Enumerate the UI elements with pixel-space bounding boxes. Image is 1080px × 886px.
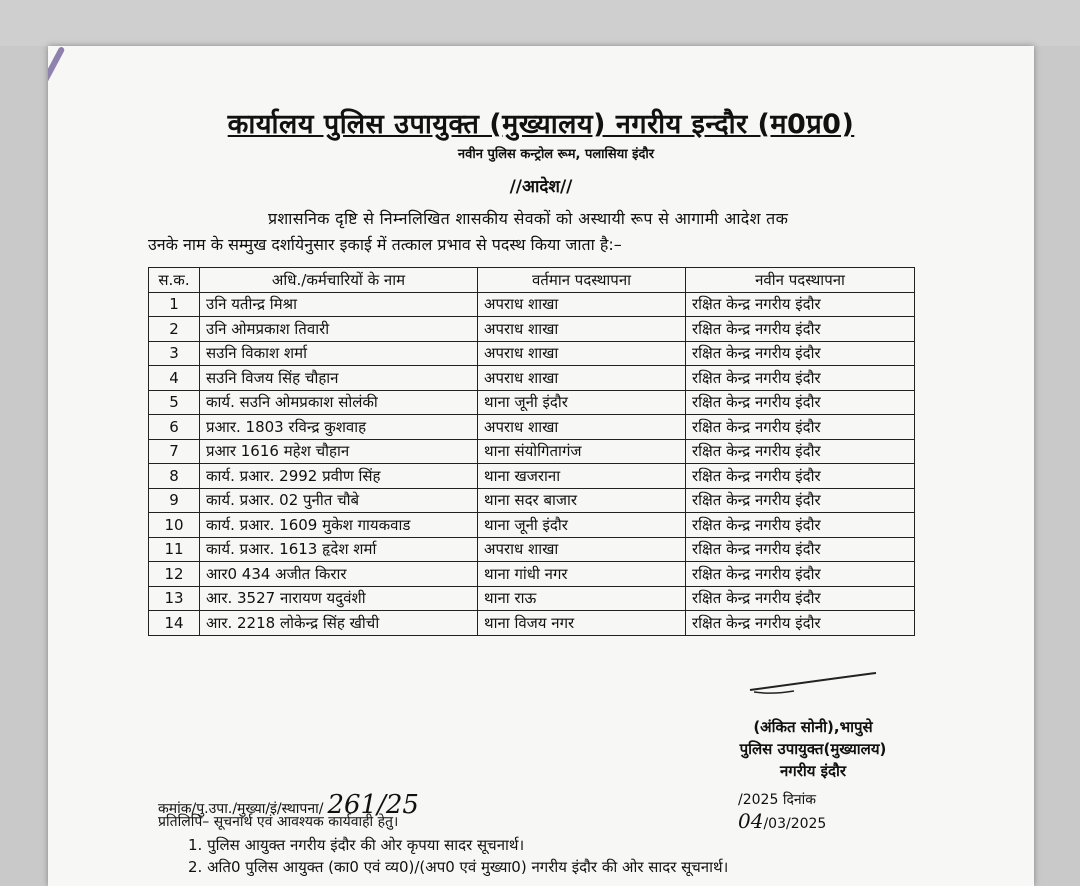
table-row [149, 366, 915, 391]
cell-new: रक्षित केन्द्र नगरीय इंदौर [686, 415, 915, 440]
cell-new: रक्षित केन्द्र नगरीय इंदौर [686, 366, 915, 391]
header-new-posting: नवीन पदस्थापना [686, 268, 915, 293]
cell-name: सउनि विकाश शर्मा [200, 341, 478, 366]
postings-table [148, 267, 915, 636]
cell-new: रक्षित केन्द्र नगरीय इंदौर [686, 341, 915, 366]
cell-new: रक्षित केन्द्र नगरीय इंदौर [686, 611, 915, 636]
cell-name: आर. 2218 लोकेन्द्र सिंह खीची [200, 611, 478, 636]
reference-handwritten-number: 261/25 [327, 790, 419, 820]
office-title: कार्यालय पुलिस उपायुक्त (मुख्यालय) नगरीय इन्दौर (म0प्र0) [227, 109, 855, 140]
table-row [149, 562, 915, 587]
cell-serial: 12 [149, 562, 200, 587]
cell-current: अपराध शाखा [478, 292, 686, 317]
cell-name: उनि यतीन्द्र मिश्रा [200, 292, 478, 317]
cell-name: आर. 3527 नारायण यदुवंशी [200, 586, 478, 611]
cell-new: रक्षित केन्द्र नगरीय इंदौर [686, 464, 915, 489]
cell-serial: 7 [149, 439, 200, 464]
cell-name: कार्य. प्रआर. 1609 मुकेश गायकवाड [200, 513, 478, 538]
cell-name: आर0 434 अजीत किरार [200, 562, 478, 587]
cell-current: अपराध शाखा [478, 415, 686, 440]
reference-prefix: कमांक/पु.उपा./मुख्या/इं/स्थापना/ [158, 801, 324, 817]
cell-current: थाना जूनी इंदौर [478, 390, 686, 415]
cell-serial: 11 [149, 537, 200, 562]
cell-name: प्रआर 1616 महेश चौहान [200, 439, 478, 464]
cell-name: कार्य. सउनि ओमप्रकाश सोलंकी [200, 390, 478, 415]
cell-name: कार्य. प्रआर. 2992 प्रवीण सिंह [200, 464, 478, 489]
cell-serial: 5 [149, 390, 200, 415]
order-line-2: उनके नाम के सम्मुख दर्शायेनुसार इकाई में तत्काल प्रभाव से पदस्थ किया जाता है:– [148, 235, 622, 254]
table-row [149, 317, 915, 342]
header-current-posting: वर्तमान पदस्थापना [478, 268, 686, 293]
cell-serial: 8 [149, 464, 200, 489]
table-row [149, 439, 915, 464]
cell-current: थाना राऊ [478, 586, 686, 611]
cell-new: रक्षित केन्द्र नगरीय इंदौर [686, 292, 915, 317]
cell-serial: 13 [149, 586, 200, 611]
signature-block [698, 716, 928, 782]
date-day-handwritten: 04 [738, 809, 764, 833]
table-row [149, 537, 915, 562]
cell-name: उनि ओमप्रकाश तिवारी [200, 317, 478, 342]
table-row [149, 464, 915, 489]
table-row [149, 341, 915, 366]
cell-serial: 10 [149, 513, 200, 538]
table-row [149, 488, 915, 513]
pen-mark [48, 46, 65, 278]
cell-serial: 6 [149, 415, 200, 440]
order-paragraph [148, 206, 928, 258]
cell-name: सउनि विजय सिंह चौहान [200, 366, 478, 391]
header-name: अधि./कर्मचारियों के नाम [200, 268, 478, 293]
date-rest: /03/2025 [763, 816, 827, 832]
date-label: दिनांक [782, 792, 817, 808]
table-header-row [149, 268, 915, 293]
cell-serial: 1 [149, 292, 200, 317]
reference-year: /2025 [738, 792, 779, 808]
office-address: नवीन पुलिस कन्ट्रोल रूम, पलासिया इंदौर [457, 147, 655, 162]
cell-serial: 9 [149, 488, 200, 513]
cell-new: रक्षित केन्द्र नगरीय इंदौर [686, 586, 915, 611]
table-row [149, 611, 915, 636]
cell-serial: 2 [149, 317, 200, 342]
cell-current: थाना सदर बाजार [478, 488, 686, 513]
cell-new: रक्षित केन्द्र नगरीय इंदौर [686, 537, 915, 562]
cell-new: रक्षित केन्द्र नगरीय इंदौर [686, 317, 915, 342]
cell-current: अपराध शाखा [478, 341, 686, 366]
header-serial: स.क. [149, 268, 200, 293]
copy-to-label: प्रतिलिपि– सूचनार्थ एवं आवश्यक कार्यवाही हेतु। [158, 814, 399, 830]
cell-current: थाना गांधी नगर [478, 562, 686, 587]
cell-current: थाना जूनी इंदौर [478, 513, 686, 538]
cell-name: प्रआर. 1803 रविन्द्र कुशवाह [200, 415, 478, 440]
cell-current: अपराध शाखा [478, 537, 686, 562]
signatory-designation: पुलिस उपायुक्त(मुख्यालय) [739, 740, 887, 758]
cell-current: थाना खजराना [478, 464, 686, 489]
table-row [149, 586, 915, 611]
cell-serial: 14 [149, 611, 200, 636]
photo-background [0, 0, 1080, 46]
cell-name: कार्य. प्रआर. 1613 हृदेश शर्मा [200, 537, 478, 562]
document-page [48, 46, 1034, 886]
cell-new: रक्षित केन्द्र नगरीय इंदौर [686, 513, 915, 538]
table-row [149, 390, 915, 415]
cell-new: रक्षित केन्द्र नगरीय इंदौर [686, 562, 915, 587]
order-heading: //आदेश// [509, 177, 573, 197]
cell-current: अपराध शाखा [478, 366, 686, 391]
cell-new: रक्षित केन्द्र नगरीय इंदौर [686, 390, 915, 415]
table-row [149, 513, 915, 538]
copy-to-list [188, 834, 728, 878]
table-row [149, 292, 915, 317]
order-line-1: प्रशासनिक दृष्टि से निम्नलिखित शासकीय सेवकों को अस्थायी रूप से आगामी आदेश तक [268, 209, 789, 228]
signature-scribble [748, 672, 878, 696]
cell-serial: 4 [149, 366, 200, 391]
cell-name: कार्य. प्रआर. 02 पुनीत चौबे [200, 488, 478, 513]
cell-current: थाना विजय नगर [478, 611, 686, 636]
signatory-location: नगरीय इंदौर [779, 762, 847, 780]
cell-serial: 3 [149, 341, 200, 366]
cell-current: थाना संयोगितागंज [478, 439, 686, 464]
signatory-name: (अंकित सोनी),भापुसे [753, 718, 873, 736]
list-item: 2. अति0 पुलिस आयुक्त (का0 एवं व्य0)/(अप0 एवं मुख्या0) नगरीय इंदौर की ओर सादर सूचनार्थ। [188, 858, 729, 876]
reference-date [738, 790, 878, 833]
cell-new: रक्षित केन्द्र नगरीय इंदौर [686, 439, 915, 464]
table-row [149, 415, 915, 440]
cell-new: रक्षित केन्द्र नगरीय इंदौर [686, 488, 915, 513]
list-item: 1. पुलिस आयुक्त नगरीय इंदौर की ओर कृपया सादर सूचनार्थ। [188, 836, 525, 854]
cell-current: अपराध शाखा [478, 317, 686, 342]
